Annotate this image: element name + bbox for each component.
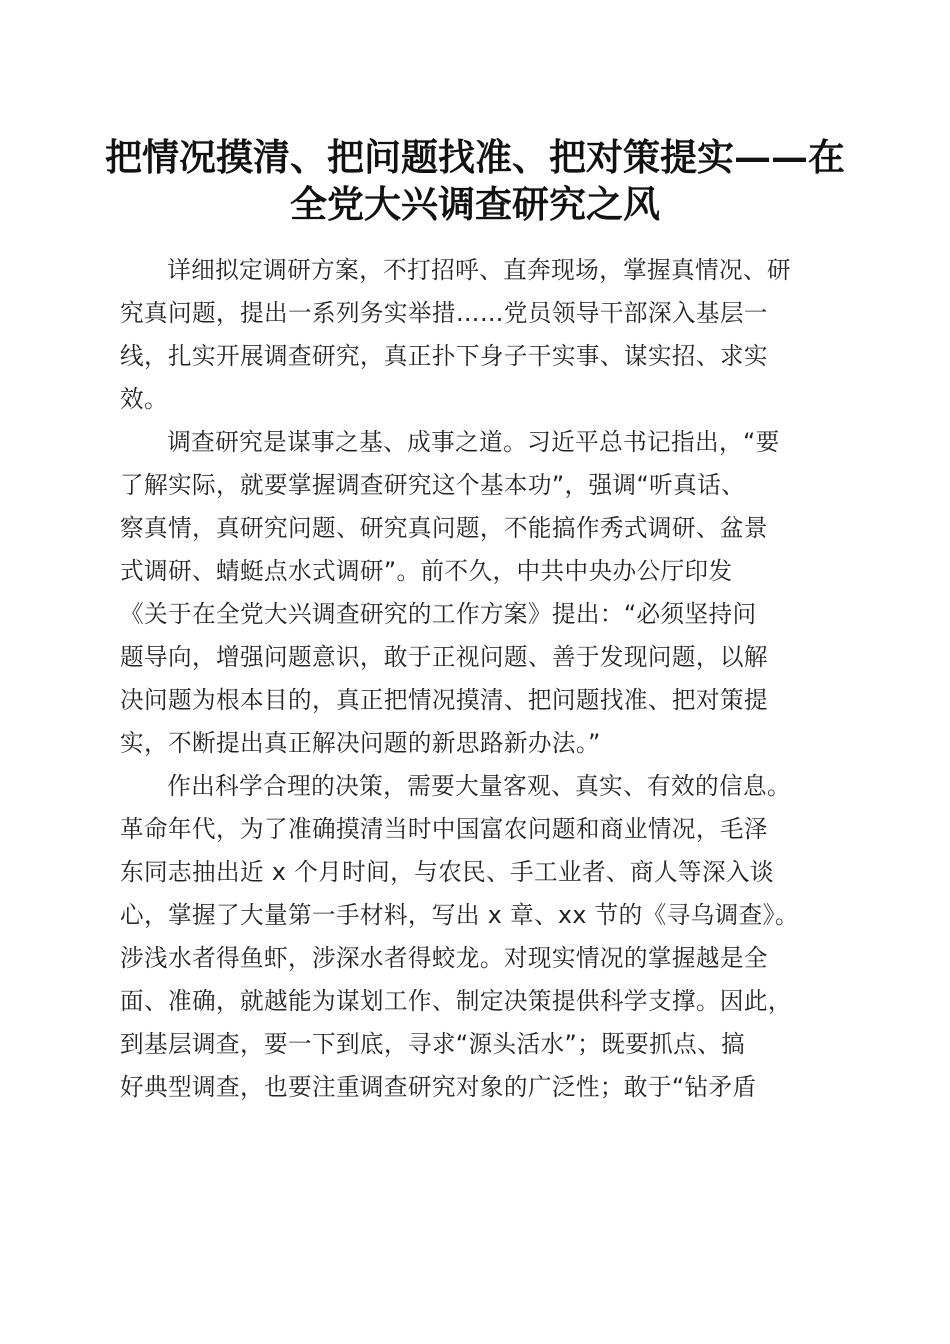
paragraph [120,421,831,765]
paragraph-line: 效。 [120,385,168,413]
paragraph-line: 了解实际，就要掌握调查研究这个基本功”，强调“听真话、 [120,471,746,499]
document-body [120,249,831,1109]
paragraph-line: 好典型调查，也要注重调查研究对象的广泛性；敢于“钻矛盾 [120,1073,757,1101]
paragraph-line: 实，不断提出真正解决问题的新思路新办法。” [120,729,601,757]
paragraph-line: 察真情，真研究问题、研究真问题，不能搞作秀式调研、盆景 [120,514,768,542]
paragraph-line: 到基层调查，要一下到底，寻求“源头活水”；既要抓点、搞 [120,1030,746,1058]
paragraph [120,249,831,421]
paragraph [120,765,831,1109]
title-line: 全党大兴调查研究之风 [290,182,660,226]
paragraph-line: 调查研究是谋事之基、成事之道。习近平总书记指出，“要 [167,428,780,456]
paragraph-line: 决问题为根本目的，真正把情况摸清、把问题找准、把对策提 [120,686,768,714]
document-title [100,134,850,228]
paragraph-line: 作出科学合理的决策，需要大量客观、真实、有效的信息。 [167,772,792,800]
paragraph-line: 东同志抽出近 x 个月时间，与农民、手工业者、商人等深入谈 [120,858,774,886]
paragraph-line: 题导向，增强问题意识，敢于正视问题、善于发现问题，以解 [120,643,768,671]
paragraph-line: 革命年代，为了准确摸清当时中国富农问题和商业情况，毛泽 [120,815,768,843]
paragraph-line: 心，掌握了大量第一手材料，写出 x 章、xx 节的《寻乌调查》。 [120,901,799,929]
title-line: 把情况摸清、把问题找准、把对策提实——在 [105,135,845,179]
paragraph-line: 面、准确，就越能为谋划工作、制定决策提供科学支撑。因此， [120,987,792,1015]
paragraph-line: 究真问题，提出一系列务实举措……党员领导干部深入基层一 [120,299,768,327]
paragraph-line: 涉浅水者得鱼虾，涉深水者得蛟龙。对现实情况的掌握越是全 [120,944,768,972]
paragraph-line: 详细拟定调研方案，不打招呼、直奔现场，掌握真情况、研 [167,256,792,284]
paragraph-line: 线，扎实开展调查研究，真正扑下身子干实事、谋实招、求实 [120,342,768,370]
paragraph-line: 式调研、蜻蜓点水式调研”。前不久，中共中央办公厅印发 [120,557,733,585]
paragraph-line: 《关于在全党大兴调查研究的工作方案》提出：“必须坚持问 [120,600,757,628]
